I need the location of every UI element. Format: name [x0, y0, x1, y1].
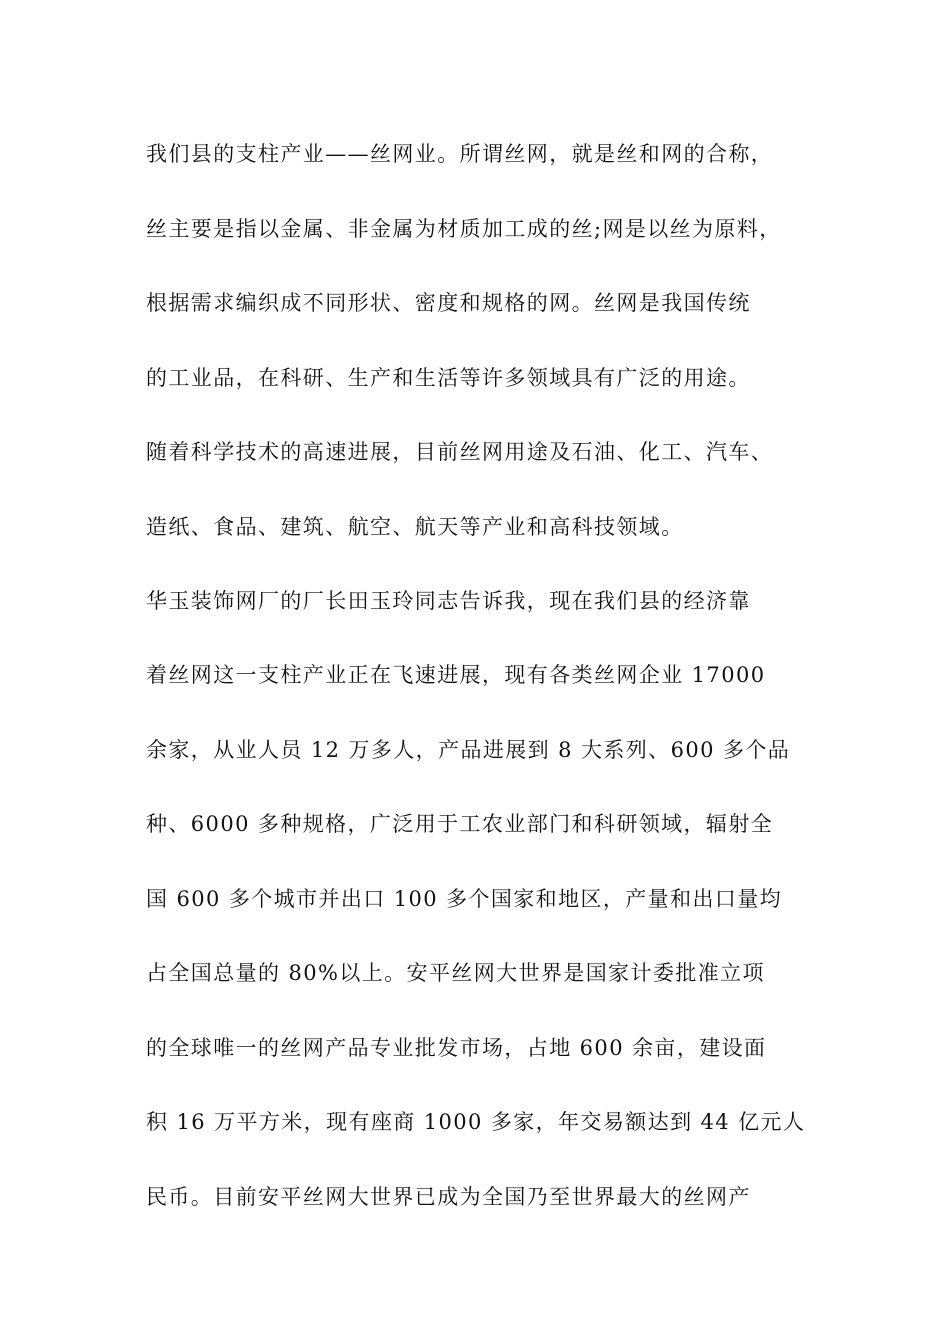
text-line: 的全球唯一的丝网产品专业批发市场，占地 600 余亩，建设面: [146, 1036, 767, 1060]
text-line: 丝主要是指以金属、非金属为材质加工成的丝;网是以丝为原料，: [146, 217, 782, 241]
text-line: 积 16 万平方米，现有座商 1000 多家，年交易额达到 44 亿元人: [146, 1110, 806, 1134]
text-line: 根据需求编织成不同形状、密度和规格的网。丝网是我国传统: [146, 291, 751, 315]
text-line: 着丝网这一支柱产业正在飞速进展，现有各类丝网企业 17000: [146, 663, 766, 687]
text-line: 华玉装饰网厂的厂长田玉玲同志告诉我，现在我们县的经济靠: [146, 589, 751, 613]
text-line: 种、6000 多种规格，广泛用于工农业部门和科研领域，辐射全: [146, 812, 774, 836]
text-line: 造纸、食品、建筑、航空、航天等产业和高科技领域。: [146, 515, 684, 539]
text-line: 国 600 多个城市并出口 100 多个国家和地区，产量和出口量均: [146, 887, 783, 911]
text-line: 余家，从业人员 12 万多人，产品进展到 8 大系列、600 多个品: [146, 738, 791, 762]
text-line: 占全国总量的 80%以上。安平丝网大世界是国家计委批准立项: [146, 961, 765, 985]
text-line: 我们县的支柱产业——丝网业。所谓丝网，就是丝和网的合称，: [146, 142, 774, 166]
text-line: 民币。目前安平丝网大世界已成为全国乃至世界最大的丝网产: [146, 1185, 751, 1209]
text-line: 随着科学技术的高速进展，目前丝网用途及石油、化工、汽车、: [146, 440, 774, 464]
text-line: 的工业品，在科研、生产和生活等许多领域具有广泛的用途。: [146, 366, 751, 390]
